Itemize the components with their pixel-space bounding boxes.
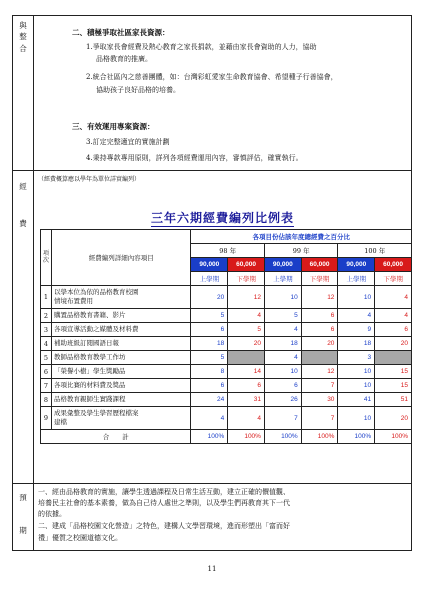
item-2-1-cont: 品格教育的推廣。 bbox=[96, 55, 152, 63]
percent-cell: 18 bbox=[191, 337, 228, 351]
percent-cell: 12 bbox=[228, 286, 265, 309]
row-number: 5 bbox=[41, 351, 52, 365]
percent-cell: 6 bbox=[264, 379, 301, 393]
row-content bbox=[51, 309, 191, 323]
budget-row bbox=[41, 309, 412, 323]
row-content bbox=[51, 286, 191, 309]
total-row bbox=[41, 430, 412, 444]
row-number: 6 bbox=[41, 365, 52, 379]
percent-cell: 18 bbox=[338, 337, 375, 351]
expected-section bbox=[13, 484, 411, 550]
expected-line-4: 二、建成「品格校園文化營造」之特色，建構人文學習環境，進而形塑出「富而好 bbox=[38, 522, 290, 530]
budget-row bbox=[41, 323, 412, 337]
item-2-2: 2.統合社區內之慈善團體，如：台灣彩虹愛家生命教育協會、希望種子行善協會， bbox=[86, 73, 338, 81]
percent-cell: 12 bbox=[301, 286, 338, 309]
percent-cell: 10 bbox=[338, 286, 375, 309]
term-cell: 下學期 bbox=[301, 272, 338, 286]
side-char: 費 bbox=[19, 219, 27, 229]
percent-cell: 20 bbox=[228, 337, 265, 351]
year-98: 98 年 bbox=[191, 244, 264, 258]
percent-cell: 10 bbox=[264, 286, 301, 309]
amount-cell: 90,000 bbox=[191, 258, 228, 272]
percent-cell: 10 bbox=[338, 379, 375, 393]
document-frame bbox=[12, 15, 412, 551]
year-100: 100 年 bbox=[338, 244, 412, 258]
expected-line-3: 的依據。 bbox=[38, 510, 66, 518]
item-3-4: 4.秉持專款專用原則，詳列各項經費運用內容，審慎評估，確實執行。 bbox=[86, 154, 303, 162]
term-cell: 下學期 bbox=[228, 272, 265, 286]
side-char: 預 bbox=[19, 493, 27, 502]
row-content-line: 以學本位為依的品格教育校園 bbox=[53, 288, 139, 297]
percent-cell: 30 bbox=[301, 393, 338, 407]
row-number: 3 bbox=[41, 323, 52, 337]
item-3-3: 3.訂定完整適宜的實施計劃 bbox=[86, 138, 170, 146]
term-cell: 上學期 bbox=[264, 272, 301, 286]
header-row-group bbox=[41, 230, 412, 244]
amount-cell: 60,000 bbox=[228, 258, 265, 272]
amount-cell: 90,000 bbox=[264, 258, 301, 272]
percent-cell: 26 bbox=[264, 393, 301, 407]
row-content bbox=[51, 337, 191, 351]
side-char: 期 bbox=[19, 526, 27, 536]
heading-3: 三、有效運用專案資源： bbox=[72, 122, 155, 131]
percent-cell: 6 bbox=[301, 309, 338, 323]
row-content bbox=[51, 407, 191, 430]
expected-side-label bbox=[13, 484, 34, 550]
percent-cell: 14 bbox=[228, 365, 265, 379]
col-content-header: 經費編列詳細內容項目 bbox=[51, 230, 191, 286]
amount-cell: 60,000 bbox=[375, 258, 412, 272]
row-content-line: 情境布置費用 bbox=[53, 297, 93, 305]
row-number: 9 bbox=[41, 407, 52, 430]
percent-cell: 4 bbox=[375, 309, 412, 323]
percent-cell: 4 bbox=[264, 351, 301, 365]
percent-cell: 4 bbox=[338, 309, 375, 323]
integration-section bbox=[13, 16, 411, 171]
row-number: 4 bbox=[41, 337, 52, 351]
percent-cell: 5 bbox=[264, 309, 301, 323]
budget-side-label bbox=[13, 171, 34, 483]
percent-cell: 15 bbox=[375, 379, 412, 393]
side-char: 合 bbox=[19, 43, 27, 53]
budget-row bbox=[41, 407, 412, 430]
expected-line-1: 一、經由品格教育的實施，讓學生透過課程及日常生活互動，建立正確的價值觀、 bbox=[38, 488, 290, 496]
percent-cell: 12 bbox=[301, 365, 338, 379]
percent-cell: 4 bbox=[191, 407, 228, 430]
total-cell: 100% bbox=[228, 430, 265, 444]
row-content bbox=[51, 323, 191, 337]
percent-cell bbox=[228, 351, 265, 365]
row-content bbox=[51, 365, 191, 379]
percent-cell: 8 bbox=[191, 365, 228, 379]
percent-cell: 4 bbox=[228, 309, 265, 323]
percent-cell: 6 bbox=[301, 323, 338, 337]
heading-2: 二、積極爭取社區家長資源： bbox=[72, 28, 170, 37]
percent-cell: 7 bbox=[301, 407, 338, 430]
percent-cell: 6 bbox=[191, 379, 228, 393]
percent-cell: 10 bbox=[264, 365, 301, 379]
percent-cell: 41 bbox=[338, 393, 375, 407]
percent-cell: 15 bbox=[375, 365, 412, 379]
percent-cell: 51 bbox=[375, 393, 412, 407]
budget-row bbox=[41, 379, 412, 393]
row-number: 2 bbox=[41, 309, 52, 323]
row-content-line: 補助班級訂閱國語日報 bbox=[53, 339, 119, 348]
expected-line-2: 培養民主社會的基本素養，做為自己待人處世之準則，以及學生們再教育其下一代 bbox=[38, 499, 290, 507]
percent-cell: 3 bbox=[338, 351, 375, 365]
row-content bbox=[51, 351, 191, 365]
budget-row bbox=[41, 351, 412, 365]
row-number: 1 bbox=[41, 286, 52, 309]
percent-cell: 24 bbox=[191, 393, 228, 407]
item-2-2-cont: 協助孩子良好品格的培養。 bbox=[96, 86, 180, 94]
percent-cell: 10 bbox=[338, 365, 375, 379]
page-number: 11 bbox=[207, 565, 217, 573]
row-content-line: 各項比賽的材料費及獎品 bbox=[53, 381, 126, 390]
row-content-line: 品格教育親師生實踐課程 bbox=[53, 395, 126, 404]
integration-side-label bbox=[13, 16, 34, 170]
percent-cell: 9 bbox=[338, 323, 375, 337]
row-content-line: 教師品格教育教學工作坊 bbox=[53, 353, 126, 362]
row-number: 8 bbox=[41, 393, 52, 407]
row-content-line: 建檔 bbox=[53, 418, 67, 426]
budget-table bbox=[40, 229, 412, 444]
col-group-header: 各項目份佔該年度總經費之百分比 bbox=[191, 230, 412, 244]
percent-cell: 4 bbox=[264, 323, 301, 337]
percent-cell: 6 bbox=[228, 379, 265, 393]
percent-cell bbox=[375, 351, 412, 365]
percent-cell: 20 bbox=[301, 337, 338, 351]
row-content-line: 成果彙整及學生學習歷程檔案 bbox=[53, 409, 139, 418]
total-cell: 100% bbox=[338, 430, 375, 444]
total-cell: 100% bbox=[301, 430, 338, 444]
row-number: 7 bbox=[41, 379, 52, 393]
item-2-1: 1.爭取家長會經費及熱心教育之家長捐款，並藉由家長會資助的人力，協助 bbox=[86, 43, 317, 51]
side-char: 整 bbox=[19, 32, 27, 42]
percent-cell bbox=[301, 351, 338, 365]
budget-note: （經費概算應以學年為單位詳實編列） bbox=[38, 176, 141, 183]
row-content bbox=[51, 393, 191, 407]
amount-cell: 90,000 bbox=[338, 258, 375, 272]
term-cell: 下學期 bbox=[375, 272, 412, 286]
total-cell: 100% bbox=[264, 430, 301, 444]
percent-cell: 7 bbox=[264, 407, 301, 430]
side-char: 與 bbox=[19, 21, 27, 30]
row-content-line: 「榮譽小樹」學生獎勵品 bbox=[53, 367, 126, 376]
col-item-header: 項次 bbox=[41, 230, 52, 286]
budget-title: 三年六期經費編列比例表 bbox=[150, 211, 294, 225]
percent-cell: 6 bbox=[375, 323, 412, 337]
term-cell: 上學期 bbox=[338, 272, 375, 286]
term-cell: 上學期 bbox=[191, 272, 228, 286]
percent-cell: 5 bbox=[191, 309, 228, 323]
budget-row bbox=[41, 337, 412, 351]
percent-cell: 31 bbox=[228, 393, 265, 407]
amount-cell: 60,000 bbox=[301, 258, 338, 272]
percent-cell: 5 bbox=[228, 323, 265, 337]
percent-cell: 18 bbox=[264, 337, 301, 351]
budget-section bbox=[13, 171, 411, 484]
row-content-line: 各項宣導活動之媒體及材料費 bbox=[53, 325, 139, 334]
percent-cell: 10 bbox=[338, 407, 375, 430]
total-cell: 100% bbox=[375, 430, 412, 444]
total-cell: 100% bbox=[191, 430, 228, 444]
percent-cell: 4 bbox=[228, 407, 265, 430]
total-label: 合 計 bbox=[41, 430, 191, 444]
budget-row bbox=[41, 365, 412, 379]
percent-cell: 20 bbox=[375, 407, 412, 430]
budget-row bbox=[41, 286, 412, 309]
percent-cell: 7 bbox=[301, 379, 338, 393]
percent-cell: 6 bbox=[191, 323, 228, 337]
budget-row bbox=[41, 393, 412, 407]
percent-cell: 20 bbox=[191, 286, 228, 309]
row-content bbox=[51, 379, 191, 393]
expected-line-5: 禮」優質之校園道德文化。 bbox=[38, 534, 122, 542]
percent-cell: 20 bbox=[375, 337, 412, 351]
year-99: 99 年 bbox=[264, 244, 337, 258]
percent-cell: 5 bbox=[191, 351, 228, 365]
side-char: 經 bbox=[19, 182, 27, 191]
row-content-line: 購置品格教育書籍、影片 bbox=[53, 311, 126, 320]
percent-cell: 4 bbox=[375, 286, 412, 309]
